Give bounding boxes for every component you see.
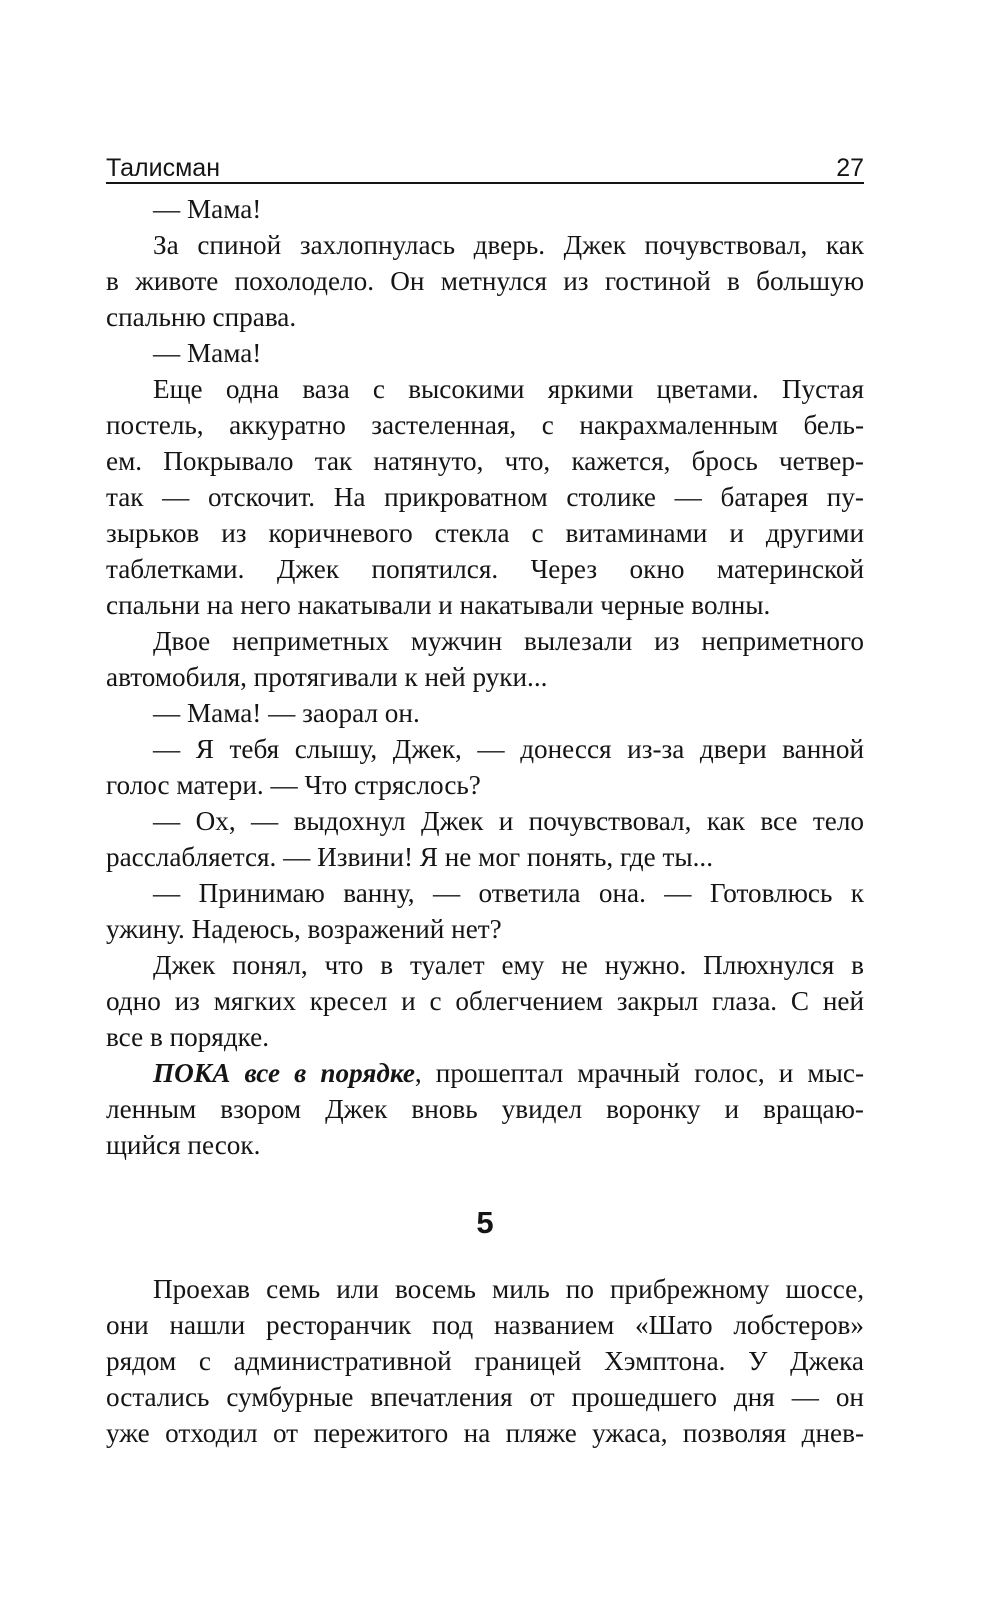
chapter-number: 5 xyxy=(476,1205,494,1240)
page-number: 27 xyxy=(836,154,864,182)
text-line: — Мама! xyxy=(153,194,262,224)
text-line: зырьков из коричневого стекла с витаминами и другими xyxy=(106,518,864,548)
text-line: уже отходил от пережитого на пляже ужаса, позволяя днев- xyxy=(106,1418,864,1448)
text-line: так — отскочит. На прикроватном столике — батарея пу- xyxy=(106,482,864,512)
text-line: постель, аккуратно застеленная, с накрахмаленным бель- xyxy=(106,410,864,440)
running-header xyxy=(106,148,864,182)
italic-line-rest: , прошептал мрачный голос, и мыс- xyxy=(414,1058,864,1088)
header-rule xyxy=(106,182,864,184)
text-line: рядом с административной границей Хэмптона. У Джека xyxy=(106,1346,864,1376)
text-line: они нашли ресторанчик под названием «Шато лобстеров» xyxy=(106,1310,864,1340)
text-line: расслабляется. — Извини! Я не мог понять, где ты... xyxy=(106,842,713,872)
text-line: все в порядке. xyxy=(106,1022,270,1052)
text-line: — Ох, — выдохнул Джек и почувствовал, как все тело xyxy=(153,806,864,836)
text-line: — Мама! xyxy=(153,338,262,368)
bottom-lines xyxy=(106,1271,864,1451)
text-line: таблетками. Джек попятился. Через окно материнской xyxy=(106,554,864,584)
emphasis-text: ПОКА все в порядке xyxy=(153,1058,415,1088)
text-line: ужину. Надеюсь, возражений нет? xyxy=(106,914,502,944)
text-line: Проехав семь или восемь миль по прибрежному шоссе, xyxy=(153,1274,864,1304)
book-title: Талисман xyxy=(106,154,221,182)
text-line: Джек понял, что в туалет ему не нужно. Плюхнулся в xyxy=(153,950,864,980)
text-line: щийся песок. xyxy=(106,1130,261,1160)
text-line: — Принимаю ванну, — ответила она. — Готовлюсь к xyxy=(153,878,864,908)
text-line: остались сумбурные впечатления от прошедшего дня — он xyxy=(106,1382,864,1412)
text-line: Еще одна ваза с высокими яркими цветами. Пустая xyxy=(153,374,864,404)
text-line: одно из мягких кресел и с облегчением закрыл глаза. С ней xyxy=(106,986,864,1016)
text-line: ленным взором Джек вновь увидел воронку и вращаю- xyxy=(106,1094,864,1124)
text-line: ем. Покрывало так натянуто, что, кажется, брось четвер- xyxy=(106,446,864,476)
text-block-top xyxy=(106,191,864,1163)
top-lines xyxy=(106,191,864,1055)
text-line: в животе похолодело. Он метнулся из гостиной в большую xyxy=(106,266,864,296)
italic-paragraph-line xyxy=(106,1055,864,1091)
text-line: За спиной захлопнулась дверь. Джек почувствовал, как xyxy=(153,230,864,260)
text-line: — Я тебя слышу, Джек, — донесся из-за двери ванной xyxy=(153,734,864,764)
after-italic-lines xyxy=(106,1091,864,1163)
text-line: голос матери. — Что стряслось? xyxy=(106,770,481,800)
text-line: автомобиля, протягивали к ней руки... xyxy=(106,662,548,692)
text-line: — Мама! — заорал он. xyxy=(153,698,420,728)
text-line: спальню справа. xyxy=(106,302,297,332)
text-block-bottom xyxy=(106,1271,864,1451)
book-page xyxy=(106,0,864,1616)
text-line: спальни на него накатывали и накатывали черные волны. xyxy=(106,590,771,620)
text-line: Двое неприметных мужчин вылезали из неприметного xyxy=(153,626,864,656)
